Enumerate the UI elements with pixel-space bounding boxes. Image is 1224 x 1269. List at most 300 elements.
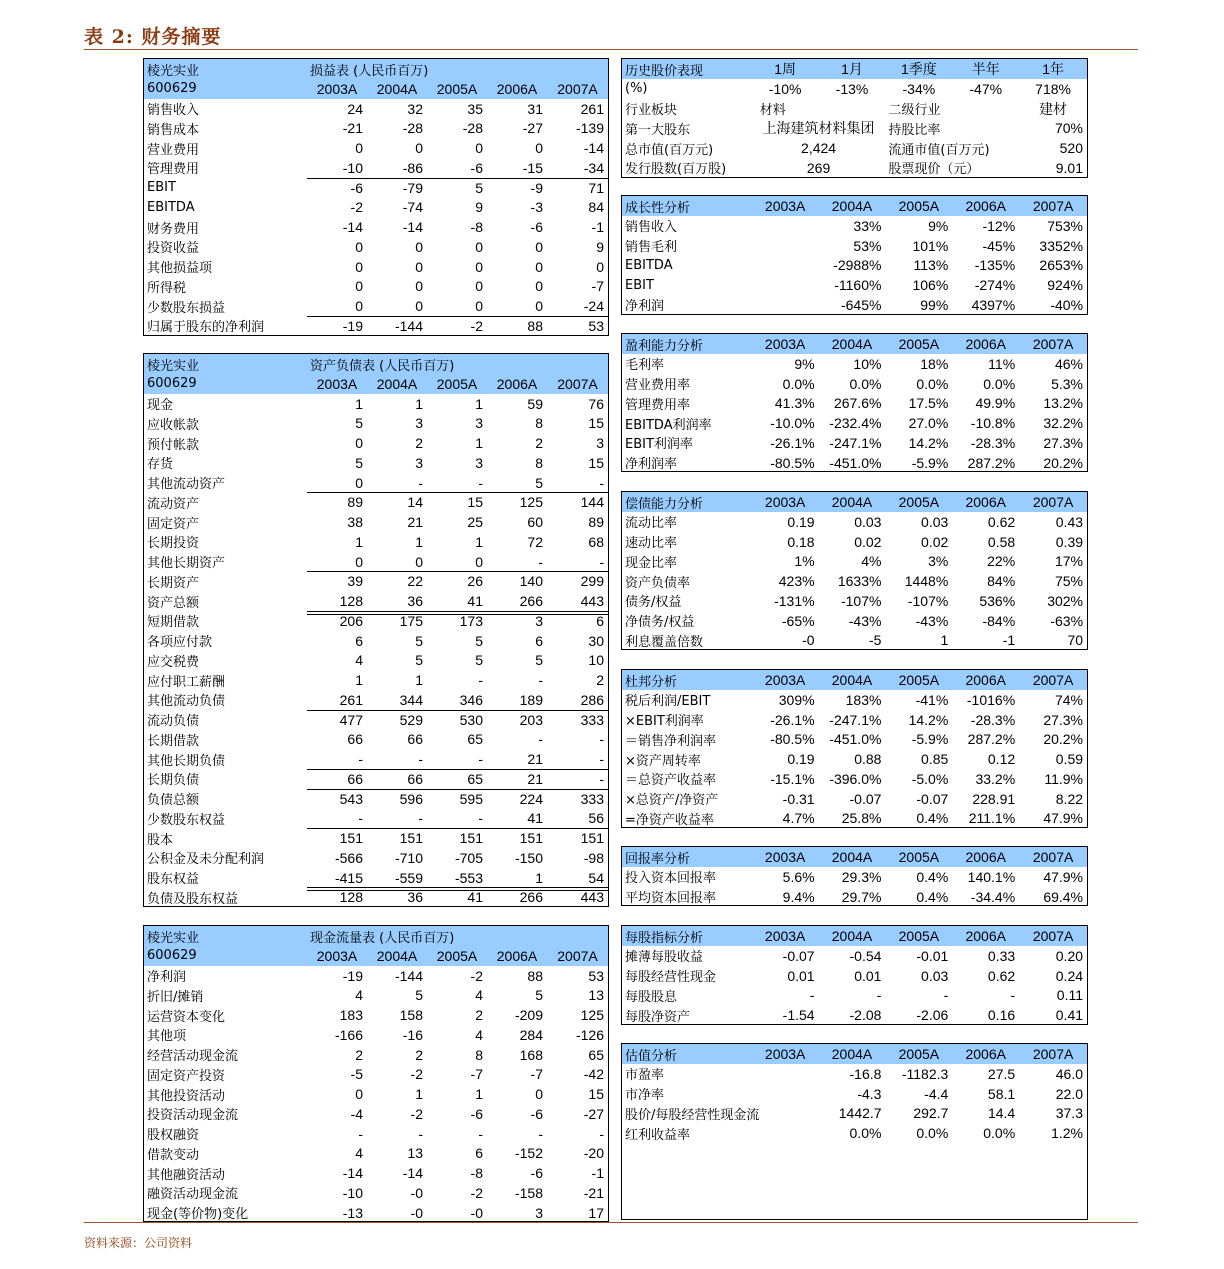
row-value: 41.3% xyxy=(774,395,815,412)
row-label: 存货 xyxy=(147,457,174,473)
row-value: -28.3% xyxy=(970,434,1016,451)
row-value: 27.3% xyxy=(1043,711,1084,728)
row-value: 2 xyxy=(355,1046,363,1063)
row-label: 长期投资 xyxy=(147,536,200,552)
row-label: 公积金及未分配利润 xyxy=(147,852,265,868)
source-note: 资料来源：公司资料 xyxy=(84,1236,193,1250)
row-value: 1 xyxy=(415,395,423,412)
row-value: 125 xyxy=(519,494,543,511)
year-header: 2007A xyxy=(1032,494,1074,510)
info-value: 材料 xyxy=(759,103,786,118)
row-value: 175 xyxy=(399,612,423,629)
ratio-table xyxy=(621,491,1088,650)
table-row xyxy=(144,1163,608,1183)
row-label: 其他投资活动 xyxy=(147,1088,226,1104)
row-value: 18% xyxy=(920,355,949,372)
row-value: 4.7% xyxy=(782,810,815,827)
table-row xyxy=(144,158,608,178)
row-value: 224 xyxy=(519,790,543,807)
row-label: 归属于股东的净利润 xyxy=(147,320,265,336)
row-value: -79 xyxy=(402,179,423,196)
row-separator xyxy=(307,611,608,615)
row-label: 现金(等价物)变化 xyxy=(147,1207,249,1222)
row-value: -158 xyxy=(514,1184,543,1201)
row-value: 0.0% xyxy=(849,1125,882,1141)
row-value: 0 xyxy=(355,474,363,491)
row-value: 4 xyxy=(475,1026,483,1043)
row-label: 净利润 xyxy=(625,299,665,315)
row-value: 11.9% xyxy=(1044,770,1084,787)
row-value: 5.3% xyxy=(1051,375,1084,392)
table-row xyxy=(622,690,1087,710)
table-row xyxy=(622,985,1087,1005)
table-row xyxy=(144,1064,608,1084)
row-value: 53 xyxy=(588,317,604,334)
row-value: 2 xyxy=(475,1007,483,1023)
row-value: 0 xyxy=(415,258,423,275)
row-value: 0.18 xyxy=(787,533,815,550)
table-row xyxy=(144,1143,608,1163)
row-value: -5.9% xyxy=(911,454,949,471)
row-value: 4 xyxy=(475,987,483,1004)
row-value: -19 xyxy=(342,317,363,334)
row-value: -144 xyxy=(394,967,423,984)
row-value: 1 xyxy=(475,1086,483,1102)
row-value: 4397% xyxy=(971,296,1016,313)
row-label: 销售收入 xyxy=(147,103,200,118)
row-value: - xyxy=(599,731,604,748)
ratio-table xyxy=(621,333,1088,472)
pct-value: -34% xyxy=(902,80,936,97)
balance-table xyxy=(143,353,609,907)
row-value: 2653% xyxy=(1039,257,1084,274)
year-header: 2004A xyxy=(376,375,418,392)
row-value: 228.91 xyxy=(972,790,1016,807)
row-value: 89 xyxy=(347,494,363,511)
year-header: 2003A xyxy=(764,672,806,688)
row-value: 333 xyxy=(580,711,604,728)
row-separator xyxy=(307,710,608,711)
table-row xyxy=(144,394,608,414)
row-label: 借款变动 xyxy=(147,1147,200,1163)
row-value: 10 xyxy=(588,652,604,669)
row-value: 59 xyxy=(527,395,543,412)
table-row xyxy=(144,591,608,611)
row-value: 1 xyxy=(475,435,483,451)
table-row xyxy=(144,985,608,1005)
row-value: 1442.7 xyxy=(838,1105,882,1122)
row-value: 266 xyxy=(519,889,543,906)
row-value: 17.5% xyxy=(908,395,949,412)
row-value: 0 xyxy=(415,278,423,295)
row-value: 32 xyxy=(407,100,423,117)
row-label: 其他项 xyxy=(147,1029,187,1045)
table-row xyxy=(144,473,608,493)
row-label: 市净率 xyxy=(625,1088,665,1103)
row-value: 0.03 xyxy=(921,513,949,530)
row-value: 17% xyxy=(1054,553,1084,570)
row-value: 0.4% xyxy=(916,810,949,827)
info-row xyxy=(622,118,1087,138)
row-value: -4.4 xyxy=(924,1085,949,1102)
row-value: 0 xyxy=(355,1086,363,1102)
year-header: 2004A xyxy=(831,1046,873,1062)
table-row xyxy=(144,512,608,532)
row-value: -14 xyxy=(342,1165,363,1181)
row-value: 1 xyxy=(355,395,363,412)
row-value: 49.9% xyxy=(975,395,1016,412)
row-value: 15 xyxy=(588,454,604,471)
ratio-header-row xyxy=(622,1044,1087,1064)
table-row xyxy=(144,552,608,572)
table-row xyxy=(144,138,608,158)
row-label: EBITDA xyxy=(147,199,195,215)
table-row xyxy=(622,1123,1087,1143)
row-label: 平均资本回报率 xyxy=(625,891,717,906)
row-value: 2 xyxy=(415,1046,423,1063)
row-value: 3 xyxy=(596,435,604,451)
row-value: 75% xyxy=(1054,573,1084,589)
row-value: 211.1% xyxy=(968,810,1016,827)
row-value: -131% xyxy=(774,592,815,609)
row-value: - xyxy=(599,553,604,570)
row-value: 39 xyxy=(347,573,363,590)
row-value: -705 xyxy=(454,849,483,866)
year-header: 2004A xyxy=(831,672,873,688)
table-row xyxy=(622,512,1087,532)
row-value: 74% xyxy=(1054,691,1084,708)
year-header: 2006A xyxy=(965,928,1006,944)
table-row xyxy=(622,551,1087,571)
row-value: 423% xyxy=(778,573,815,589)
pct-value: -47% xyxy=(969,80,1003,97)
row-value: 5 xyxy=(415,632,423,649)
row-value: 0.0% xyxy=(782,375,815,392)
row-value: 101% xyxy=(912,237,949,254)
row-value: 66 xyxy=(347,731,363,748)
row-label: EBIT xyxy=(625,277,654,293)
row-label: 毛利率 xyxy=(625,358,665,374)
row-value: 33.2% xyxy=(975,770,1016,787)
row-value: -7 xyxy=(470,1066,483,1083)
row-value: -3 xyxy=(530,199,543,216)
row-label: 资产负债率 xyxy=(625,575,691,591)
row-value: 41 xyxy=(467,593,483,609)
row-value: 3 xyxy=(535,612,543,629)
row-value: -28 xyxy=(402,120,423,137)
row-label: 应收帐款 xyxy=(147,417,200,433)
row-value: -2 xyxy=(350,199,363,216)
ratio-title: 成长性分析 xyxy=(625,200,691,216)
row-value: 261 xyxy=(339,691,363,708)
row-value: 13.2% xyxy=(1043,395,1084,412)
row-value: 0.0% xyxy=(916,1125,949,1141)
row-value: 0 xyxy=(415,140,423,156)
info-key: 行业板块 xyxy=(625,103,678,118)
row-value: 1 xyxy=(355,533,363,550)
row-value: 8 xyxy=(535,454,543,471)
year-header: 2007A xyxy=(557,947,598,964)
row-value: -4.3 xyxy=(857,1085,882,1102)
row-value: - xyxy=(358,1125,363,1142)
row-value: 0 xyxy=(475,298,483,314)
row-value: 0 xyxy=(355,298,363,314)
row-label: 投入资本回报率 xyxy=(625,871,717,887)
row-value: 53 xyxy=(588,967,604,984)
table-row xyxy=(622,295,1087,315)
row-value: 344 xyxy=(399,691,423,708)
row-value: -2 xyxy=(410,1066,423,1083)
row-value: 36 xyxy=(407,889,423,906)
row-value: 46% xyxy=(1054,355,1084,372)
row-value: -396.0% xyxy=(829,770,882,787)
row-value: -10.8% xyxy=(970,415,1016,431)
row-value: -139 xyxy=(575,120,604,137)
row-value: 151 xyxy=(399,830,423,846)
balance-years-row xyxy=(144,374,608,394)
row-value: 543 xyxy=(339,790,363,807)
table-row xyxy=(622,374,1087,394)
row-value: 70 xyxy=(1067,632,1084,649)
row-value: 158 xyxy=(399,1007,423,1023)
row-label: 其他流动负债 xyxy=(147,694,226,710)
year-header: 2004A xyxy=(376,80,418,97)
row-value: 72 xyxy=(527,533,543,550)
row-separator xyxy=(307,571,608,572)
table-row xyxy=(622,216,1087,236)
row-value: -1 xyxy=(591,1165,604,1181)
period-header: 1月 xyxy=(841,61,863,77)
row-label: 市盈率 xyxy=(625,1068,665,1084)
row-value: -0 xyxy=(410,1184,423,1201)
row-value: -152 xyxy=(514,1145,543,1162)
row-label: 少数股东损益 xyxy=(147,300,226,316)
row-value: 0 xyxy=(596,258,604,275)
row-value: 287.2% xyxy=(967,731,1016,748)
row-value: 5 xyxy=(355,454,363,471)
row-value: 5 xyxy=(475,652,483,669)
ratio-table xyxy=(621,669,1088,828)
pct-value: 718% xyxy=(1035,80,1071,97)
info-value: 上海建筑材料集团 xyxy=(762,120,875,137)
row-value: -126 xyxy=(575,1026,604,1043)
row-value: 9 xyxy=(596,238,604,255)
row-value: 58.1 xyxy=(987,1085,1016,1102)
table-row xyxy=(622,255,1087,275)
row-value: 65 xyxy=(467,770,483,787)
row-value: 3 xyxy=(535,1204,543,1221)
row-value: 140 xyxy=(519,573,543,590)
row-value: 203 xyxy=(519,711,543,728)
stock-code: 600629 xyxy=(147,376,197,392)
row-label: EBITDA利润率 xyxy=(625,417,712,433)
row-label: ＝总资产收益率 xyxy=(625,773,717,789)
row-value: 36 xyxy=(407,593,423,609)
row-value: 66 xyxy=(407,770,423,787)
table-row xyxy=(144,789,608,809)
row-value: 14.4 xyxy=(987,1105,1016,1122)
row-value: -34 xyxy=(583,159,604,176)
row-label: 每股净资产 xyxy=(625,1009,691,1025)
row-value: 151 xyxy=(580,830,604,846)
row-value: 5 xyxy=(535,474,543,491)
row-value: 1 xyxy=(355,672,363,688)
ratio-header-row xyxy=(622,492,1087,512)
row-value: 3352% xyxy=(1039,237,1084,254)
table-row xyxy=(144,690,608,710)
row-separator xyxy=(307,789,608,790)
row-value: 65 xyxy=(467,731,483,748)
row-value: 88 xyxy=(527,967,543,984)
row-value: 0 xyxy=(355,553,363,570)
row-value: -415 xyxy=(334,869,363,886)
row-label: 投资收益 xyxy=(147,241,200,257)
row-value: 66 xyxy=(407,731,423,748)
row-value: 71 xyxy=(588,179,604,196)
row-value: -2988% xyxy=(833,257,882,274)
row-value: - xyxy=(599,751,604,767)
row-value: 443 xyxy=(580,593,604,609)
table-row xyxy=(622,433,1087,453)
table-row xyxy=(622,769,1087,789)
table-row xyxy=(144,571,608,591)
row-label: 销售收入 xyxy=(625,220,678,236)
ratio-table xyxy=(621,925,1088,1025)
row-value: 0 xyxy=(475,258,483,275)
row-value: 29.7% xyxy=(841,888,882,905)
table-row xyxy=(144,650,608,670)
row-value: -10 xyxy=(342,159,363,176)
row-value: 14.2% xyxy=(908,711,949,728)
row-label: 负债及股东权益 xyxy=(147,891,239,907)
row-value: 266 xyxy=(519,593,543,609)
row-label: ＝销售净利润率 xyxy=(625,733,717,749)
row-value: 13 xyxy=(407,1145,423,1162)
row-value: 3 xyxy=(475,454,483,471)
table-row xyxy=(622,966,1087,986)
row-value: -6 xyxy=(470,159,483,176)
row-value: 1 xyxy=(475,395,483,412)
row-value: 0.0% xyxy=(983,1125,1016,1141)
year-header: 2003A xyxy=(764,849,806,865)
row-value: 5 xyxy=(535,652,543,669)
row-label: 运营资本变化 xyxy=(147,1009,226,1025)
table-row xyxy=(144,453,608,473)
row-value: 443 xyxy=(580,889,604,906)
row-value: 333 xyxy=(580,790,604,807)
year-header: 2006A xyxy=(965,1046,1006,1062)
row-value: -27 xyxy=(522,120,543,137)
row-label: 长期资产 xyxy=(147,575,200,591)
row-value: 21 xyxy=(407,514,423,530)
row-label: 投资活动现金流 xyxy=(147,1108,239,1124)
table-row xyxy=(622,532,1087,552)
row-value: 26 xyxy=(467,573,483,590)
row-value: -42 xyxy=(583,1066,604,1083)
row-value: 924% xyxy=(1047,277,1084,293)
table-row xyxy=(144,670,608,690)
row-label: 股权融资 xyxy=(147,1128,200,1143)
row-value: 60 xyxy=(527,514,543,530)
table-row xyxy=(622,236,1087,256)
year-header: 2004A xyxy=(831,928,873,944)
period-header: 1季度 xyxy=(900,61,937,77)
row-value: 0 xyxy=(355,435,363,451)
row-label: 流动负债 xyxy=(147,714,200,729)
info-row xyxy=(622,99,1087,119)
year-header: 2005A xyxy=(898,849,940,865)
table-row xyxy=(144,729,608,749)
row-value: - xyxy=(418,810,423,827)
row-value: - xyxy=(599,770,604,787)
company-name: 棱光实业 xyxy=(147,63,200,79)
row-value: -144 xyxy=(394,317,423,334)
row-value: 595 xyxy=(459,790,483,807)
row-value: -13 xyxy=(342,1204,363,1221)
row-value: 0.24 xyxy=(1055,967,1084,984)
table-row xyxy=(622,710,1087,730)
row-value: -10.0% xyxy=(770,415,815,431)
row-value: -274% xyxy=(974,277,1016,293)
row-value: 189 xyxy=(519,691,543,708)
row-value: 13 xyxy=(588,987,604,1004)
row-value: -0.07 xyxy=(782,947,815,964)
history-header-row xyxy=(622,59,1087,79)
pct-value: -10% xyxy=(768,80,802,97)
row-value: -65% xyxy=(781,612,815,629)
row-value: -8 xyxy=(470,1165,483,1181)
info-key: 股票现价（元） xyxy=(888,162,980,178)
row-label: 股本 xyxy=(147,832,174,848)
title-rule xyxy=(84,49,1138,50)
table-row xyxy=(144,631,608,651)
row-value: -26.1% xyxy=(770,711,815,728)
row-value: 0 xyxy=(415,298,423,314)
row-value: -1 xyxy=(1002,632,1016,649)
row-value: -41% xyxy=(915,691,949,708)
row-value: -15 xyxy=(522,159,543,176)
table-row xyxy=(622,354,1087,374)
row-value: 22 xyxy=(407,573,423,590)
row-value: -566 xyxy=(334,849,363,866)
table-row xyxy=(622,453,1087,473)
info-key: 第一大股东 xyxy=(625,122,691,138)
row-value: 0 xyxy=(535,238,543,255)
row-value: 0.62 xyxy=(987,967,1016,984)
year-header: 2006A xyxy=(965,198,1006,214)
row-value: 0 xyxy=(415,553,423,570)
row-value: - xyxy=(418,474,423,491)
row-separator xyxy=(307,492,608,493)
history-title: 历史股价表现 xyxy=(625,63,704,79)
table-row xyxy=(622,789,1087,809)
year-header: 2005A xyxy=(436,80,478,97)
table-row xyxy=(622,887,1087,907)
table-row xyxy=(144,99,608,119)
row-value: 3% xyxy=(928,553,949,570)
row-label: 现金比率 xyxy=(625,555,678,571)
table-row xyxy=(144,710,608,730)
row-value: 2 xyxy=(596,672,604,688)
row-label: 现金 xyxy=(147,398,174,413)
row-value: 6 xyxy=(596,612,604,629)
row-value: -14 xyxy=(402,219,423,235)
row-value: -80.5% xyxy=(770,454,815,471)
table-row xyxy=(622,1005,1087,1025)
table-row xyxy=(144,848,608,868)
row-value: -43% xyxy=(848,612,882,629)
row-value: -451.0% xyxy=(829,454,882,471)
